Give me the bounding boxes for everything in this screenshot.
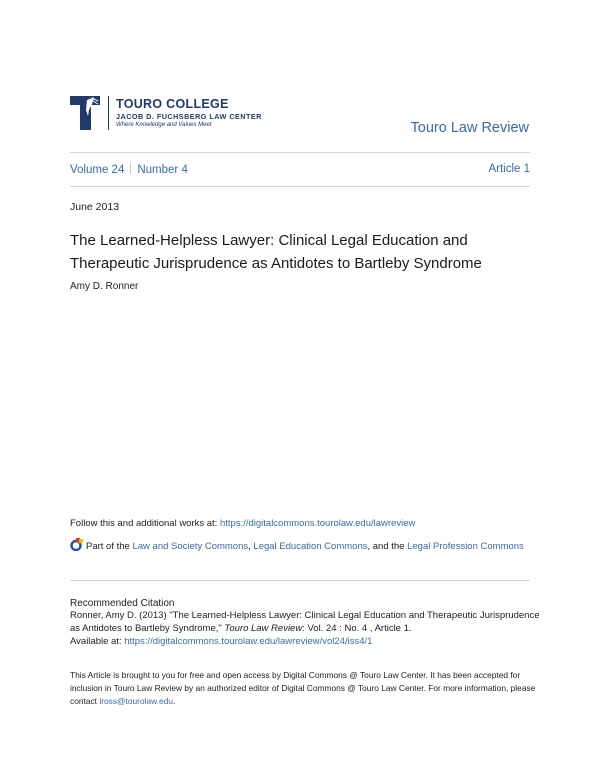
article-url-link[interactable]: https://digitalcommons.tourolaw.edu/lawreview/vol24/iss4/1 — [124, 636, 373, 647]
citation-journal: Touro Law Review — [224, 623, 303, 634]
open-access-notice — [70, 669, 540, 708]
citation-heading: Recommended Citation — [70, 598, 175, 609]
article-title: The Learned-Helpless Lawyer: Clinical Legal Education and Therapeutic Jurisprudence as Antidotes to Bartleby Syndrome — [70, 232, 482, 272]
article-author: Amy D. Ronner — [70, 281, 139, 292]
legal-profession-commons-link[interactable]: Legal Profession Commons — [407, 541, 524, 552]
part-of-commons — [70, 538, 540, 556]
citation-text: Ronner, Amy D. (2013) "The Learned-Helpless Lawyer: Clinical Legal Education and Therapeutic Jurisprudence as Antidotes to Bartleby Syndrome," — [70, 610, 540, 634]
touro-t-logo-icon — [70, 96, 100, 130]
logo-subtitle: JACOB D. FUCHSBERG LAW CENTER — [116, 112, 262, 121]
available-prefix: Available at: — [70, 636, 125, 647]
part-of-prefix: Part of the — [86, 541, 133, 552]
notice-text: This Article is brought to you for free and open access by Digital Commons @ Touro Law Center. It has been accepted for inclusion in Touro Law Review by an authorized editor of Digital Commons @ Touro Law Center. For more information, please contact — [70, 670, 536, 706]
issue-info — [70, 163, 530, 176]
follow-works — [70, 518, 540, 529]
citation-body — [70, 609, 540, 648]
follow-prefix: Follow this and additional works at: — [70, 518, 220, 529]
publication-date: June 2013 — [70, 201, 120, 213]
touro-college-logo — [70, 96, 290, 132]
separator: , and the — [367, 541, 408, 552]
lawreview-url-link[interactable]: https://digitalcommons.tourolaw.edu/lawreview — [219, 518, 416, 529]
article-link[interactable]: Article 1 — [488, 163, 530, 175]
legal-education-commons-link[interactable]: Legal Education Commons — [253, 541, 368, 552]
contact-email-link[interactable]: lross@tourolaw.edu — [99, 696, 174, 706]
citation-volume: : Vol. 24 : No. 4 , Article 1. — [302, 623, 412, 634]
bepress-network-icon — [70, 538, 83, 551]
notice-end: . — [173, 696, 176, 706]
number-link[interactable]: Number 4 — [137, 164, 188, 176]
logo-title: TOURO COLLEGE — [116, 97, 229, 111]
issue-separator — [130, 163, 131, 174]
journal-name-link[interactable]: Touro Law Review — [410, 120, 529, 136]
divider-issue — [70, 186, 530, 187]
logo-divider — [108, 96, 109, 130]
separator: , — [248, 541, 254, 552]
logo-tagline: Where Knowledge and Values Meet — [116, 122, 212, 128]
divider-citation — [70, 580, 530, 581]
law-and-society-commons-link[interactable]: Law and Society Commons — [132, 541, 249, 552]
divider-top — [70, 152, 530, 153]
volume-link[interactable]: Volume 24 — [70, 164, 125, 176]
